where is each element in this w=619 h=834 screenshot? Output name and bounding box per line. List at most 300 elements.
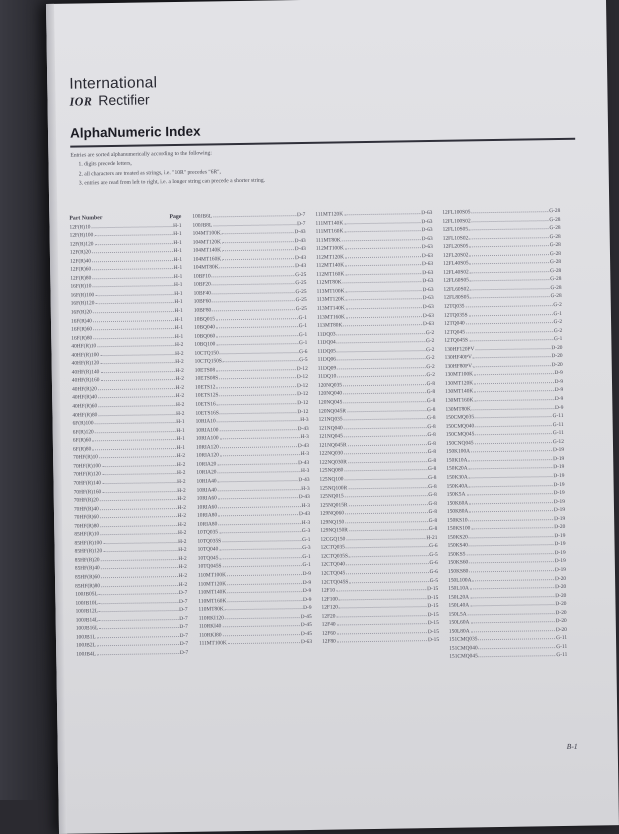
dot-leader xyxy=(470,617,554,623)
part-number: 150CMQ035 xyxy=(445,414,475,421)
part-number: 10RIA40 xyxy=(196,486,217,494)
part-number: 100JB1L xyxy=(75,634,96,641)
part-number: 125NQ100 xyxy=(319,476,344,483)
intro-rule-1: 1. digits precede letters, xyxy=(78,161,132,168)
page-ref: G-25 xyxy=(295,288,307,296)
dot-leader xyxy=(219,553,301,559)
dot-leader xyxy=(225,613,300,619)
part-number: 12FL10S02 xyxy=(442,235,469,242)
part-number: 150KS5 xyxy=(447,551,466,558)
brand-rectifier: Rectifier xyxy=(98,91,150,109)
dot-leader xyxy=(97,649,179,655)
part-number: 10BF80 xyxy=(193,307,212,314)
page-title: AlphaNumeric Index xyxy=(69,123,201,141)
part-number: 12TQ045 xyxy=(444,329,465,336)
part-number: 150L20A xyxy=(448,594,470,601)
page-ref: G-11 xyxy=(552,421,564,428)
dot-leader xyxy=(212,271,295,277)
dot-leader xyxy=(97,640,179,646)
dot-leader xyxy=(469,566,554,572)
part-number: 40HF(R)10 xyxy=(71,343,97,350)
dot-leader xyxy=(98,410,175,416)
dot-leader xyxy=(472,404,554,410)
dot-leader xyxy=(212,288,295,294)
part-number: 100JB10L xyxy=(75,599,98,607)
page-ref: G-2 xyxy=(426,372,435,379)
page-ref: D-7 xyxy=(179,624,188,631)
dot-leader xyxy=(102,469,176,475)
part-number: 16F(R)10 xyxy=(70,283,92,291)
dot-leader xyxy=(220,408,297,414)
dot-leader xyxy=(469,464,553,470)
part-number: 112MT120K xyxy=(315,254,345,261)
part-number: 150K30A xyxy=(446,474,468,481)
dot-leader xyxy=(213,220,296,226)
document-page xyxy=(46,0,619,834)
part-number: 150KS100 xyxy=(447,525,471,532)
dot-leader xyxy=(99,452,176,458)
dot-leader xyxy=(99,623,178,629)
part-number: 12CTQ045 xyxy=(320,570,346,577)
dot-leader xyxy=(478,634,555,640)
dot-leader xyxy=(219,544,301,550)
page-ref: H-2 xyxy=(178,547,187,554)
dot-leader xyxy=(225,604,302,610)
dot-leader xyxy=(471,207,548,213)
page-ref: H-1 xyxy=(173,282,183,289)
part-number: 113MT120K xyxy=(316,296,345,304)
page-ref: H-1 xyxy=(176,419,185,426)
page-header: Page xyxy=(169,213,182,221)
page-ref: G-28 xyxy=(549,242,561,249)
part-number: 6F(R)100 xyxy=(72,420,94,427)
dot-leader xyxy=(92,273,173,279)
part-number: 129NQ060 xyxy=(319,510,345,517)
page-ref: D-9 xyxy=(554,395,564,403)
part-number: 85HF(R)120 xyxy=(74,548,103,555)
part-number: 120NQ040 xyxy=(318,390,343,398)
part-number: 151CMQ045 xyxy=(449,653,478,661)
page-ref: D-63 xyxy=(422,269,434,276)
dot-leader xyxy=(469,310,553,316)
part-number: 12FL100S02 xyxy=(442,217,471,225)
part-number: 150L80A xyxy=(448,628,470,635)
page-ref: H-1 xyxy=(173,265,183,272)
intro-rule-2: 2. all characters are treated as strings, i.e. "10R" precedes "6R", xyxy=(78,169,221,178)
part-number: 150KS20 xyxy=(447,534,468,541)
page-ref: H-2 xyxy=(177,504,186,511)
part-number: 10RIA40 xyxy=(196,478,217,485)
dot-leader xyxy=(470,583,554,589)
dot-leader xyxy=(222,245,294,251)
page-ref: G-1 xyxy=(302,562,311,569)
dot-leader xyxy=(218,519,301,525)
part-number: 112MT140K xyxy=(316,262,345,270)
part-number: 40HF(R)40 xyxy=(72,394,98,402)
part-number: 130MT80K xyxy=(445,405,471,413)
part-number: 111MT100K xyxy=(199,640,227,648)
page-ref: H-2 xyxy=(177,487,186,494)
part-number: 113MT160K xyxy=(316,313,345,321)
page-ref: G-28 xyxy=(550,284,562,292)
part-number: 10ETS08S xyxy=(194,375,219,383)
dot-leader xyxy=(345,286,421,292)
part-number: 12CTQ035S xyxy=(320,553,349,560)
part-number: 40HF(R)120 xyxy=(71,360,100,367)
page-ref: H-1 xyxy=(174,290,183,297)
part-number: 110MT120K xyxy=(198,580,227,588)
page-ref: D-20 xyxy=(551,344,563,351)
part-number: 150L60A xyxy=(448,619,470,626)
part-number: 100JB4L xyxy=(76,651,97,658)
part-number: 120NQ045R xyxy=(318,407,347,415)
page-ref: D-43 xyxy=(294,254,307,261)
page-ref: G-28 xyxy=(550,276,562,283)
part-number: 12F(R)100 xyxy=(69,232,94,239)
dot-leader xyxy=(469,558,554,564)
dot-leader xyxy=(344,465,427,471)
page-ref: D-43 xyxy=(298,476,310,484)
page-ref: H-1 xyxy=(174,324,184,332)
page-ref: D-7 xyxy=(179,641,189,648)
part-number: 104MT100K xyxy=(192,230,221,237)
page-ref: H-3 xyxy=(300,434,309,441)
dot-leader xyxy=(471,446,552,452)
page-ref: D-19 xyxy=(553,472,565,480)
dot-leader xyxy=(346,534,425,540)
part-number: 10TQ040 xyxy=(197,546,219,554)
page-ref: D-19 xyxy=(553,481,565,488)
dot-leader xyxy=(468,455,552,461)
page-ref: D-43 xyxy=(295,263,307,270)
part-number-header: Part Number xyxy=(69,215,103,222)
index-column-2 xyxy=(192,211,312,649)
part-number: 12F(R)120 xyxy=(69,240,94,248)
dot-leader xyxy=(470,267,550,273)
dot-leader xyxy=(220,433,300,439)
page-ref: G-8 xyxy=(427,457,437,464)
page-ref: D-9 xyxy=(302,587,312,595)
page-ref: H-2 xyxy=(175,350,184,357)
page-ref: G-8 xyxy=(428,500,437,507)
dot-leader xyxy=(100,529,177,535)
part-number: 12FL20S05 xyxy=(442,243,469,250)
page-ref: D-9 xyxy=(554,404,564,411)
part-number: 12F80 xyxy=(322,638,336,646)
part-number: 11DQ03 xyxy=(317,331,336,338)
part-number: 12CGQ150 xyxy=(320,536,346,543)
index-column-4 xyxy=(442,207,567,662)
part-number: 10BQ060 xyxy=(194,333,216,340)
part-number: 6F(R)60 xyxy=(72,437,92,444)
dot-leader xyxy=(99,589,178,595)
part-number: 16F(R)40 xyxy=(70,317,92,325)
part-number: 12FL20S02 xyxy=(442,252,469,259)
page-ref: D-63 xyxy=(422,321,435,328)
dot-leader xyxy=(474,395,554,401)
dot-leader xyxy=(471,523,553,529)
dot-leader xyxy=(102,487,176,493)
part-number: 16F(R)20 xyxy=(70,309,92,316)
page-ref: G-8 xyxy=(426,397,436,405)
part-number: 10RIA60 xyxy=(196,503,218,511)
part-number: 10RIA60 xyxy=(196,495,217,502)
dot-leader xyxy=(479,652,556,658)
page-ref: G-8 xyxy=(427,466,437,473)
page-ref: H-3 xyxy=(301,485,310,492)
dot-leader xyxy=(102,478,176,484)
dot-leader xyxy=(348,500,427,506)
page-ref: H-2 xyxy=(176,461,186,468)
page-ref: G-2 xyxy=(426,355,435,362)
page-ref: D-43 xyxy=(294,229,306,236)
dot-leader xyxy=(465,301,552,307)
part-number: 10CTQ150S xyxy=(194,358,222,366)
page-ref: G-2 xyxy=(426,363,435,370)
part-number: 70HF(R)140 xyxy=(73,480,102,487)
dot-leader xyxy=(103,546,177,552)
part-number: 10ETS16S xyxy=(195,409,219,417)
part-number: 85HF(R)10 xyxy=(74,531,100,538)
page-ref: H-2 xyxy=(175,367,184,374)
part-number: 70HF(R)160 xyxy=(73,488,102,496)
part-number: 85HF(R)60 xyxy=(74,574,100,581)
dot-leader xyxy=(100,367,174,373)
page-ref: D-15 xyxy=(427,628,439,635)
page-ref: D-43 xyxy=(294,246,306,253)
dot-leader xyxy=(344,448,427,454)
dot-leader xyxy=(218,493,298,499)
part-number: 111MT140K xyxy=(315,219,344,227)
part-number: 16F(R)60 xyxy=(71,326,93,333)
part-number: 121NQ040 xyxy=(318,425,343,432)
part-number: 111MT120K xyxy=(315,211,344,218)
part-number: 85HF(R)20 xyxy=(74,557,100,564)
dot-leader xyxy=(218,476,298,482)
page-ref: D-9 xyxy=(302,596,312,603)
part-number: 130MT140K xyxy=(445,388,474,396)
part-number: 10CTQ150 xyxy=(194,350,219,357)
part-number: 110RKI120 xyxy=(198,614,224,622)
dot-leader xyxy=(470,284,550,290)
page-ref: G-8 xyxy=(427,440,437,447)
page-ref: H-1 xyxy=(176,444,186,451)
part-number: 112MT160K xyxy=(316,271,345,278)
dot-leader xyxy=(469,540,554,546)
page-number: B-1 xyxy=(566,741,578,751)
dot-leader xyxy=(97,632,179,638)
part-number: 16F(R)120 xyxy=(70,300,95,308)
dot-leader xyxy=(345,252,421,258)
page-ref: D-15 xyxy=(427,603,439,610)
page-ref: G-1 xyxy=(298,314,308,321)
part-number: 121NQ045R xyxy=(318,442,347,449)
page-ref: G-3 xyxy=(302,545,311,552)
part-number: 111MT80K xyxy=(315,237,341,244)
dot-leader xyxy=(216,322,298,328)
part-number: 150KS80 xyxy=(447,568,469,575)
dot-leader xyxy=(466,549,553,555)
page-ref: H-3 xyxy=(301,519,311,526)
dot-leader xyxy=(98,384,175,390)
part-number: 100JB12L xyxy=(75,608,99,615)
page-ref: G-1 xyxy=(553,336,563,343)
intro-lead: Entries are sorted alphanumerically according to the following: xyxy=(70,150,212,159)
page-ref: H-3 xyxy=(300,451,310,458)
dot-leader xyxy=(101,563,178,569)
page-ref: H-2 xyxy=(174,342,184,349)
part-number: 121NQ045 xyxy=(318,433,343,440)
part-number: 113MT80K xyxy=(317,322,343,329)
dot-leader xyxy=(95,290,173,296)
page-ref: D-20 xyxy=(555,626,567,633)
part-number: 12F40 xyxy=(321,621,336,628)
page-ref: H-2 xyxy=(175,376,184,383)
page-ref: D-7 xyxy=(179,607,188,614)
dot-leader xyxy=(217,459,297,465)
part-number: 113MT140K xyxy=(316,305,345,312)
dot-leader xyxy=(344,474,427,480)
dot-leader xyxy=(99,615,178,621)
dot-leader xyxy=(92,281,173,287)
part-number: 10TQ035S xyxy=(197,538,222,545)
part-number: 150K60A xyxy=(446,500,469,507)
dot-leader xyxy=(349,551,428,557)
page-ref: G-8 xyxy=(427,432,436,439)
page-ref: D-63 xyxy=(421,218,433,225)
part-number: 11DQ09 xyxy=(317,365,337,372)
part-number: 10BF60 xyxy=(193,298,212,306)
page-ref: H-2 xyxy=(176,470,186,477)
page-ref: H-1 xyxy=(176,436,185,443)
page-ref: G-25 xyxy=(295,297,307,304)
page-ref: D-7 xyxy=(179,632,188,639)
dot-leader xyxy=(217,399,297,405)
dot-leader xyxy=(100,521,177,527)
page-ref: D-9 xyxy=(302,570,312,578)
page-ref: H-1 xyxy=(173,256,183,263)
page-ref: G-25 xyxy=(295,305,307,313)
dot-leader xyxy=(93,307,174,313)
page-ref: D-63 xyxy=(421,261,434,268)
part-number: 110RKI80 xyxy=(198,632,222,639)
page-ref: G-1 xyxy=(302,553,311,560)
dot-leader xyxy=(223,356,298,362)
part-number: 12TQ040 xyxy=(444,320,465,327)
dot-leader xyxy=(101,555,178,561)
dot-leader xyxy=(474,438,551,444)
part-number: 150L10A xyxy=(448,585,469,592)
page-ref: H-1 xyxy=(174,333,184,340)
part-number: 12TQ035S xyxy=(443,311,468,319)
part-number: 110MT80K xyxy=(198,606,224,613)
dot-leader xyxy=(466,318,553,324)
dot-leader xyxy=(102,461,176,467)
dot-leader xyxy=(474,369,554,375)
dot-leader xyxy=(103,538,177,544)
dot-leader xyxy=(348,483,427,489)
part-number: 10RIA20 xyxy=(196,461,217,468)
page-ref: D-19 xyxy=(554,541,566,548)
page-ref: D-43 xyxy=(297,442,310,449)
part-number: 113MT100K xyxy=(316,288,345,295)
dot-leader xyxy=(100,512,177,518)
page-ref: D-63 xyxy=(421,244,433,251)
part-number: 11DQ06 xyxy=(317,356,337,364)
part-number: 150CNQ045 xyxy=(445,440,474,447)
page-ref: H-2 xyxy=(177,513,187,520)
page-ref: G-6 xyxy=(299,348,308,355)
page-ref: D-20 xyxy=(555,583,567,591)
dot-leader xyxy=(345,269,421,275)
part-number: 12F20 xyxy=(321,613,336,620)
dot-leader xyxy=(470,276,550,282)
part-number: 10ETS12S xyxy=(195,392,219,400)
page-ref: D-43 xyxy=(298,511,311,518)
dot-leader xyxy=(93,324,174,330)
page-ref: G-11 xyxy=(552,413,564,420)
page-ref: H-2 xyxy=(176,410,185,417)
dot-leader xyxy=(222,630,299,636)
dot-leader xyxy=(220,442,297,448)
page-ref: D-15 xyxy=(427,594,439,601)
dot-leader xyxy=(93,333,174,339)
page-ref: D-45 xyxy=(300,613,312,620)
page-ref: D-19 xyxy=(554,558,566,565)
part-number: 151CMQ040 xyxy=(449,645,478,652)
dot-leader xyxy=(339,602,426,608)
part-number: 16F(R)80 xyxy=(71,334,93,342)
part-number: 10BQ100 xyxy=(194,341,216,348)
dot-leader xyxy=(343,380,426,386)
part-number: 150L5A xyxy=(448,611,467,618)
page-ref: H-3 xyxy=(300,468,310,475)
dot-leader xyxy=(216,331,298,337)
page-ref: G-2 xyxy=(426,346,435,353)
page-ref: G-1 xyxy=(298,331,308,338)
dot-leader xyxy=(469,498,553,504)
dot-leader xyxy=(346,303,422,309)
part-number: 104MT120K xyxy=(192,238,221,246)
dot-leader xyxy=(475,412,552,418)
page-ref: D-7 xyxy=(178,598,188,605)
page-ref: D-15 xyxy=(427,585,439,593)
part-number: 12F(R)20 xyxy=(69,249,91,256)
page-ref: D-63 xyxy=(300,639,313,646)
page-ref: G-1 xyxy=(553,310,562,317)
page-ref: D-19 xyxy=(553,507,566,514)
page-ref: H-1 xyxy=(173,230,182,238)
part-number: 85HF(R)80 xyxy=(75,582,101,590)
part-number: 150KS10 xyxy=(447,517,468,524)
page-ref: D-43 xyxy=(294,237,306,244)
page-ref: G-8 xyxy=(428,517,438,524)
part-number: 104MT140K xyxy=(192,247,222,254)
dot-leader xyxy=(337,636,427,642)
dot-leader xyxy=(337,329,425,335)
part-number: 12F60 xyxy=(321,630,336,637)
page-ref: H-2 xyxy=(177,478,186,485)
dot-leader xyxy=(345,491,428,497)
page-ref: H-1 xyxy=(173,248,182,255)
part-number: 150K10A xyxy=(446,457,468,464)
part-number: 110MT100K xyxy=(197,572,226,579)
dot-leader xyxy=(216,365,296,371)
part-number: 10TQ035 xyxy=(197,529,219,536)
part-number: 104MT80K xyxy=(193,264,219,272)
page-ref: G-8 xyxy=(426,389,436,396)
page-ref: D-7 xyxy=(179,615,188,622)
